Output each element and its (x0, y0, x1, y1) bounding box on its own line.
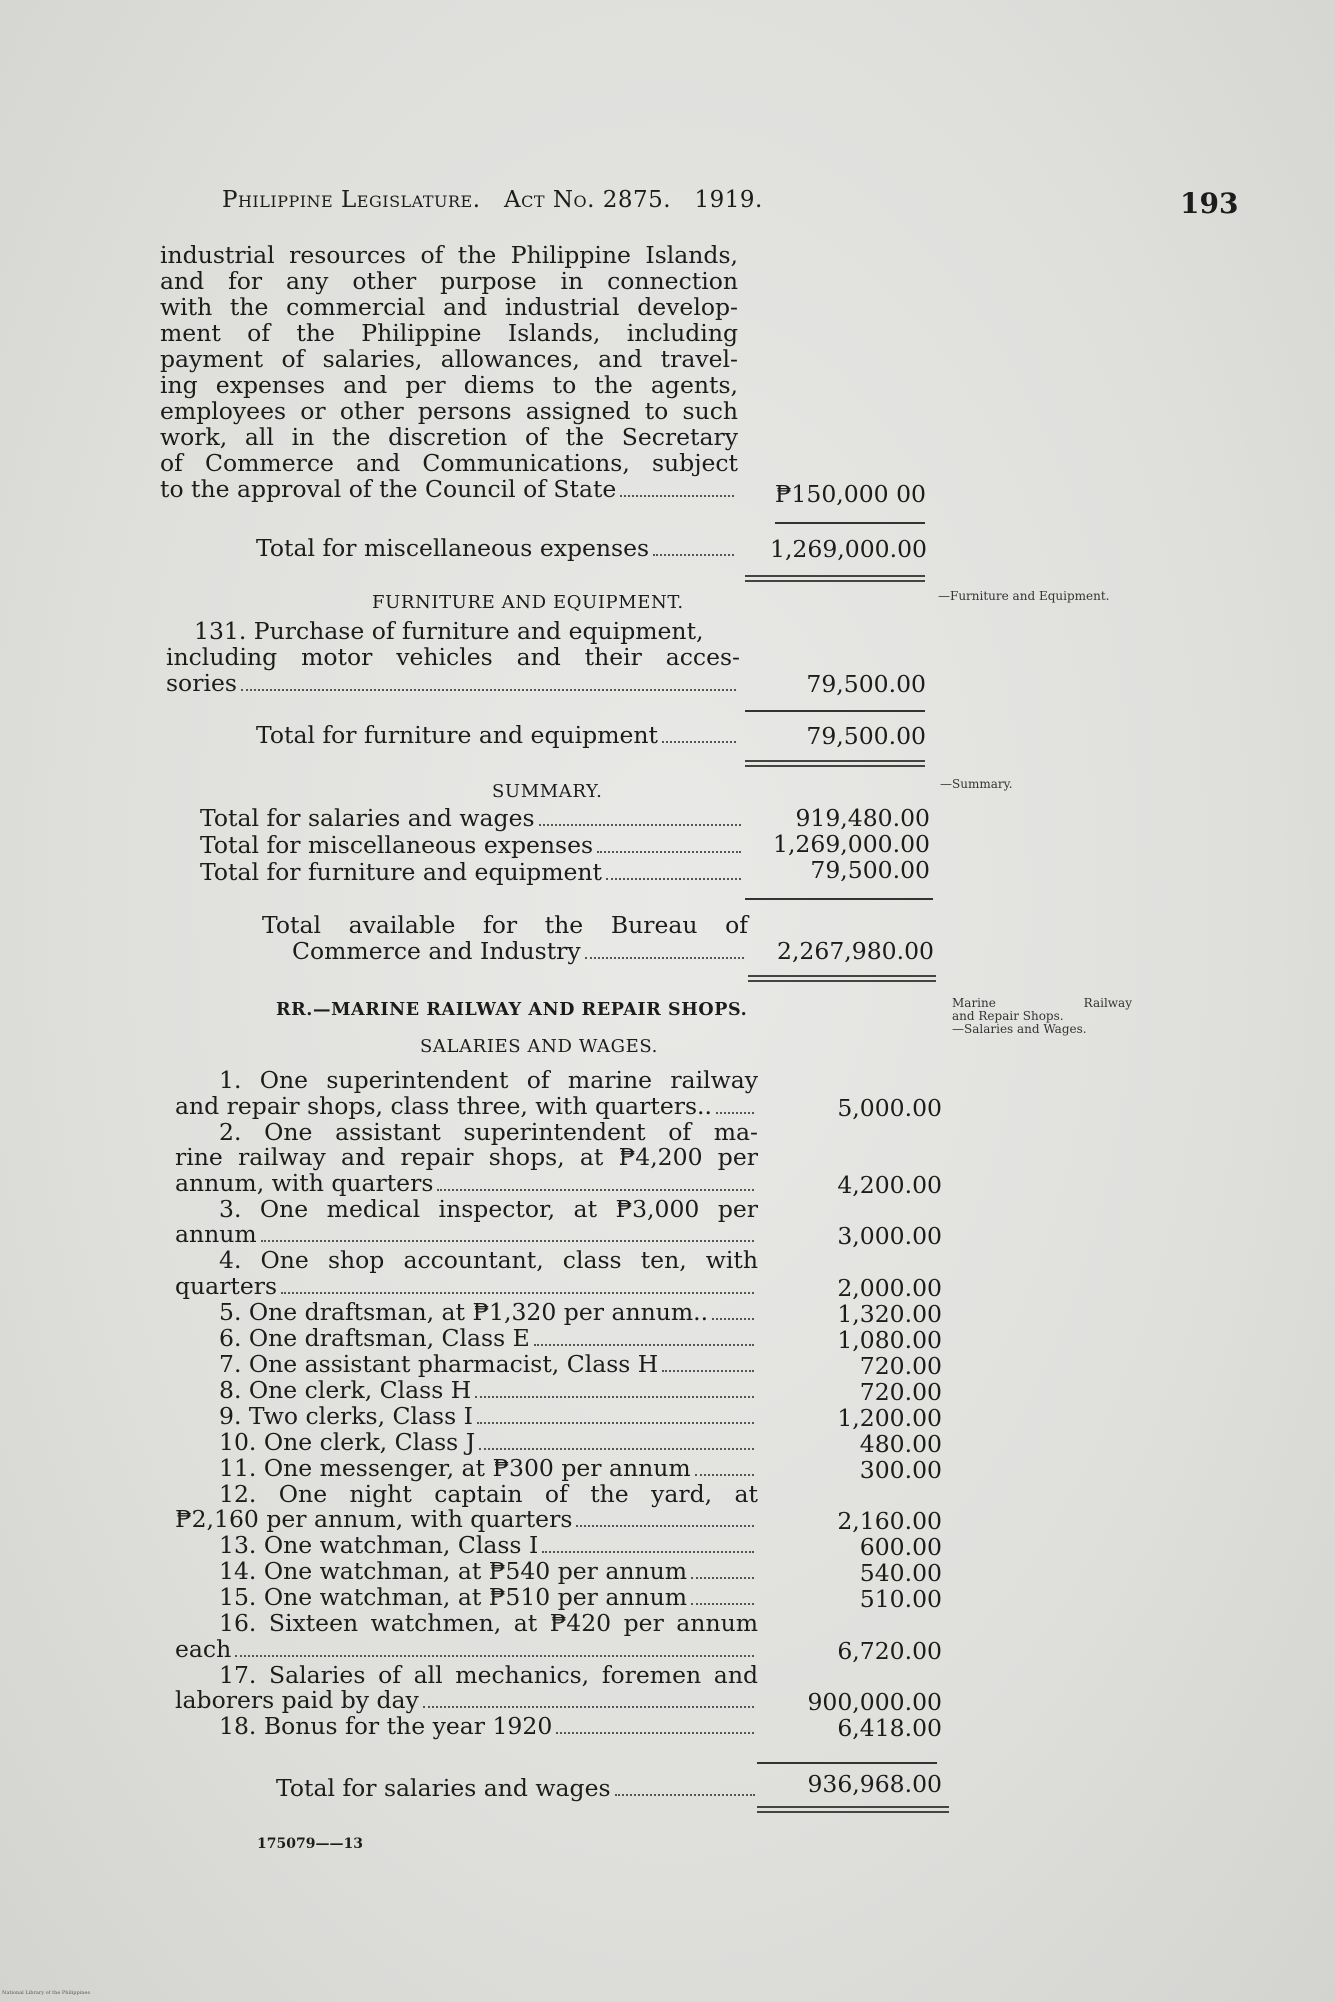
furniture-total-amount: 79,500.00 (806, 722, 926, 750)
margin-note-line: and Repair Shops. (952, 1009, 1064, 1023)
salary-item-amount: 600.00 (859, 1533, 942, 1561)
salary-item-line: 4. One shop accountant, class ten, with (219, 1246, 758, 1274)
salary-item-line (175, 1297, 758, 1326)
furniture-line: 131. Purchase of furniture and equipment, (194, 617, 704, 645)
salary-item-amount: 2,000.00 (837, 1273, 942, 1302)
salary-item (175, 1585, 758, 1611)
double-rule (748, 975, 936, 982)
salary-item (175, 1559, 758, 1585)
misc-total-label: Total for miscellaneous expenses (256, 534, 650, 562)
salary-item (175, 1611, 758, 1663)
salary-item-amount: 4,200.00 (837, 1170, 942, 1199)
intro-amount: ₱150,000 00 (774, 480, 926, 508)
margin-note-line: Marine Railway (952, 996, 1132, 1010)
signature-mark: 175079——13 (257, 1836, 363, 1852)
salary-item-amount: 1,080.00 (837, 1325, 942, 1354)
salary-item-amount: 1,200.00 (837, 1403, 942, 1432)
intro-paragraph (160, 242, 738, 503)
act-number: Act No. 2875. (504, 187, 672, 213)
margin-note-marine (952, 997, 1137, 1036)
salary-item-line (175, 1271, 758, 1300)
summary-row-label: Total for miscellaneous expenses (200, 831, 594, 859)
salary-item (175, 1117, 758, 1197)
furniture-line: sories (166, 669, 237, 697)
salary-item-line (175, 1349, 758, 1378)
salary-item-text: 13. One watchman, Class I (219, 1531, 539, 1559)
salary-item-line: 16. Sixteen watchmen, at ₱420 per annum (219, 1609, 758, 1637)
intro-line: ment of the Philippine Islands, including (160, 319, 738, 347)
subheading-salaries: SALARIES AND WAGES. (420, 1036, 658, 1057)
salary-item-amount: 6,418.00 (837, 1714, 942, 1742)
salary-item-amount: 540.00 (859, 1559, 942, 1587)
header-year: 1919. (694, 187, 763, 213)
salary-item-line: 3. One medical inspector, at ₱3,000 per (219, 1194, 758, 1223)
summary-row-label: Total for salaries and wages (200, 804, 535, 832)
salary-item-line (175, 1427, 758, 1456)
salary-item-line: 1. One superintendent of marine railway (219, 1066, 758, 1094)
salary-item-text: 7. One assistant pharmacist, Class H (219, 1349, 659, 1378)
salary-item-text: annum (175, 1220, 257, 1248)
salary-item-amount: 6,720.00 (837, 1636, 942, 1665)
margin-note-summary: —Summary. (940, 777, 1013, 791)
salary-item-line (175, 1453, 758, 1482)
marine-total-label: Total for salaries and wages (276, 1774, 611, 1802)
furniture-line: including motor vehicles and their acces- (166, 643, 740, 671)
salary-item-amount: 2,160.00 (837, 1507, 942, 1535)
salary-item-line (175, 1559, 758, 1585)
intro-line: and for any other purpose in connection (160, 267, 738, 295)
salary-item (175, 1349, 758, 1378)
intro-line: work, all in the discretion of the Secretary (160, 423, 738, 451)
furniture-item (166, 618, 740, 697)
intro-line: with the commercial and industrial develop- (160, 293, 738, 321)
salary-item-amount: 720.00 (859, 1351, 942, 1380)
salary-item-line (175, 1323, 758, 1352)
salary-item-line: 17. Salaries of all mechanics, foremen and (219, 1660, 758, 1689)
salary-item (175, 1453, 758, 1482)
summary-row-amount: 1,269,000.00 (773, 830, 930, 858)
salary-item-amount: 510.00 (859, 1585, 942, 1613)
salary-item-line (175, 1507, 758, 1533)
margin-note-line: —Salaries and Wages. (952, 1022, 1087, 1036)
scan-credit: National Library of the Philippines (2, 1990, 91, 1996)
salary-item-text: 5. One draftsman, at ₱1,320 per annum.. (219, 1297, 709, 1326)
salary-item-line (175, 1714, 758, 1740)
misc-total-amount: 1,269,000.00 (770, 535, 927, 563)
salary-item-line: 2. One assistant superintendent of ma- (219, 1117, 758, 1146)
salary-item-line (175, 1168, 758, 1197)
salary-item-line (175, 1634, 758, 1663)
summary-rows (200, 805, 745, 886)
salary-item-amount: 720.00 (859, 1377, 942, 1406)
salary-item-line (175, 1533, 758, 1559)
salary-item-text: 15. One watchman, at ₱510 per annum (219, 1583, 688, 1611)
salary-item-amount: 300.00 (859, 1455, 942, 1484)
salary-item (175, 1660, 758, 1715)
salary-item (175, 1375, 758, 1404)
salary-item (175, 1248, 758, 1300)
salary-item (175, 1533, 758, 1559)
section-heading-marine: RR.—MARINE RAILWAY AND REPAIR SHOPS. (276, 1000, 748, 1020)
intro-line: employees or other persons assigned to such (160, 397, 738, 425)
summary-grand-total (262, 912, 748, 965)
salary-item-text: quarters (175, 1271, 278, 1300)
salary-item (175, 1479, 758, 1534)
intro-line: payment of salaries, allowances, and travel- (160, 345, 738, 373)
salary-item-amount: 900,000.00 (807, 1688, 942, 1716)
grand-total-amount: 2,267,980.00 (777, 937, 934, 965)
salary-item-text: each (175, 1634, 232, 1663)
salary-item-line (175, 1091, 758, 1120)
salary-item-text: 6. One draftsman, Class E (219, 1323, 530, 1352)
running-head: Philippine Legislature. (222, 187, 481, 213)
salary-item-text: annum, with quarters (175, 1168, 434, 1197)
double-rule (757, 1806, 949, 1813)
salary-item-line (175, 1375, 758, 1404)
salary-item-text: 14. One watchman, at ₱540 per annum (219, 1557, 688, 1585)
furniture-total-label: Total for furniture and equipment (256, 721, 658, 749)
salary-item-amount: 5,000.00 (837, 1093, 942, 1122)
rule (775, 522, 925, 524)
page-number: 193 (1180, 187, 1239, 220)
salary-item-amount: 3,000.00 (837, 1222, 942, 1250)
salary-item (175, 1194, 758, 1249)
salary-item-amount: 1,320.00 (837, 1299, 942, 1328)
furniture-amount: 79,500.00 (806, 670, 926, 698)
rule (745, 710, 925, 712)
salary-item-line (175, 1585, 758, 1611)
salary-item-text: 8. One clerk, Class H (219, 1375, 472, 1404)
salary-item-text: laborers paid by day (175, 1686, 419, 1714)
salary-item-text: ₱2,160 per annum, with quarters (175, 1505, 573, 1533)
marine-total-amount: 936,968.00 (807, 1770, 942, 1798)
double-rule (745, 760, 925, 767)
rule (745, 898, 933, 900)
salary-item-line (175, 1222, 758, 1248)
summary-amounts (772, 805, 930, 883)
salary-item-line (175, 1401, 758, 1430)
intro-line: of Commerce and Communications, subject (160, 449, 738, 477)
salary-item-line (175, 1688, 758, 1714)
salary-item (175, 1427, 758, 1456)
intro-line: ing expenses and per diems to the agents, (160, 371, 738, 399)
salary-item-text: 10. One clerk, Class J (219, 1427, 476, 1456)
summary-row-amount: 79,500.00 (810, 856, 930, 884)
margin-note-furniture: —Furniture and Equipment. (938, 589, 1110, 603)
salary-item-line: 12. One night captain of the yard, at (219, 1479, 758, 1508)
grand-total-line: Total available for the Bureau of (262, 911, 748, 939)
rule (757, 1762, 937, 1764)
section-heading-summary: SUMMARY. (492, 781, 603, 802)
salary-item (175, 1714, 758, 1740)
salary-item-text: 11. One messenger, at ₱300 per annum (219, 1453, 691, 1482)
salary-item-text: 18. Bonus for the year 1920 (219, 1712, 553, 1740)
running-header (222, 187, 763, 213)
salary-item (175, 1401, 758, 1430)
double-rule (745, 575, 925, 582)
salary-item-line: rine railway and repair shops, at ₱4,200 per (175, 1143, 758, 1171)
salary-item-amount: 480.00 (859, 1429, 942, 1458)
summary-row-amount: 919,480.00 (795, 804, 930, 832)
salary-item (175, 1323, 758, 1352)
salary-item (175, 1297, 758, 1326)
grand-total-line: Commerce and Industry (292, 937, 581, 965)
salary-item (175, 1068, 758, 1120)
intro-line: industrial resources of the Philippine Islands, (160, 241, 738, 269)
intro-line: to the approval of the Council of State (160, 475, 617, 503)
section-heading-furniture: FURNITURE AND EQUIPMENT. (372, 592, 684, 613)
salary-item-text: and repair shops, class three, with quarters.. (175, 1091, 712, 1120)
summary-row-label: Total for furniture and equipment (200, 858, 602, 886)
salary-item-text: 9. Two clerks, Class I (219, 1401, 473, 1430)
